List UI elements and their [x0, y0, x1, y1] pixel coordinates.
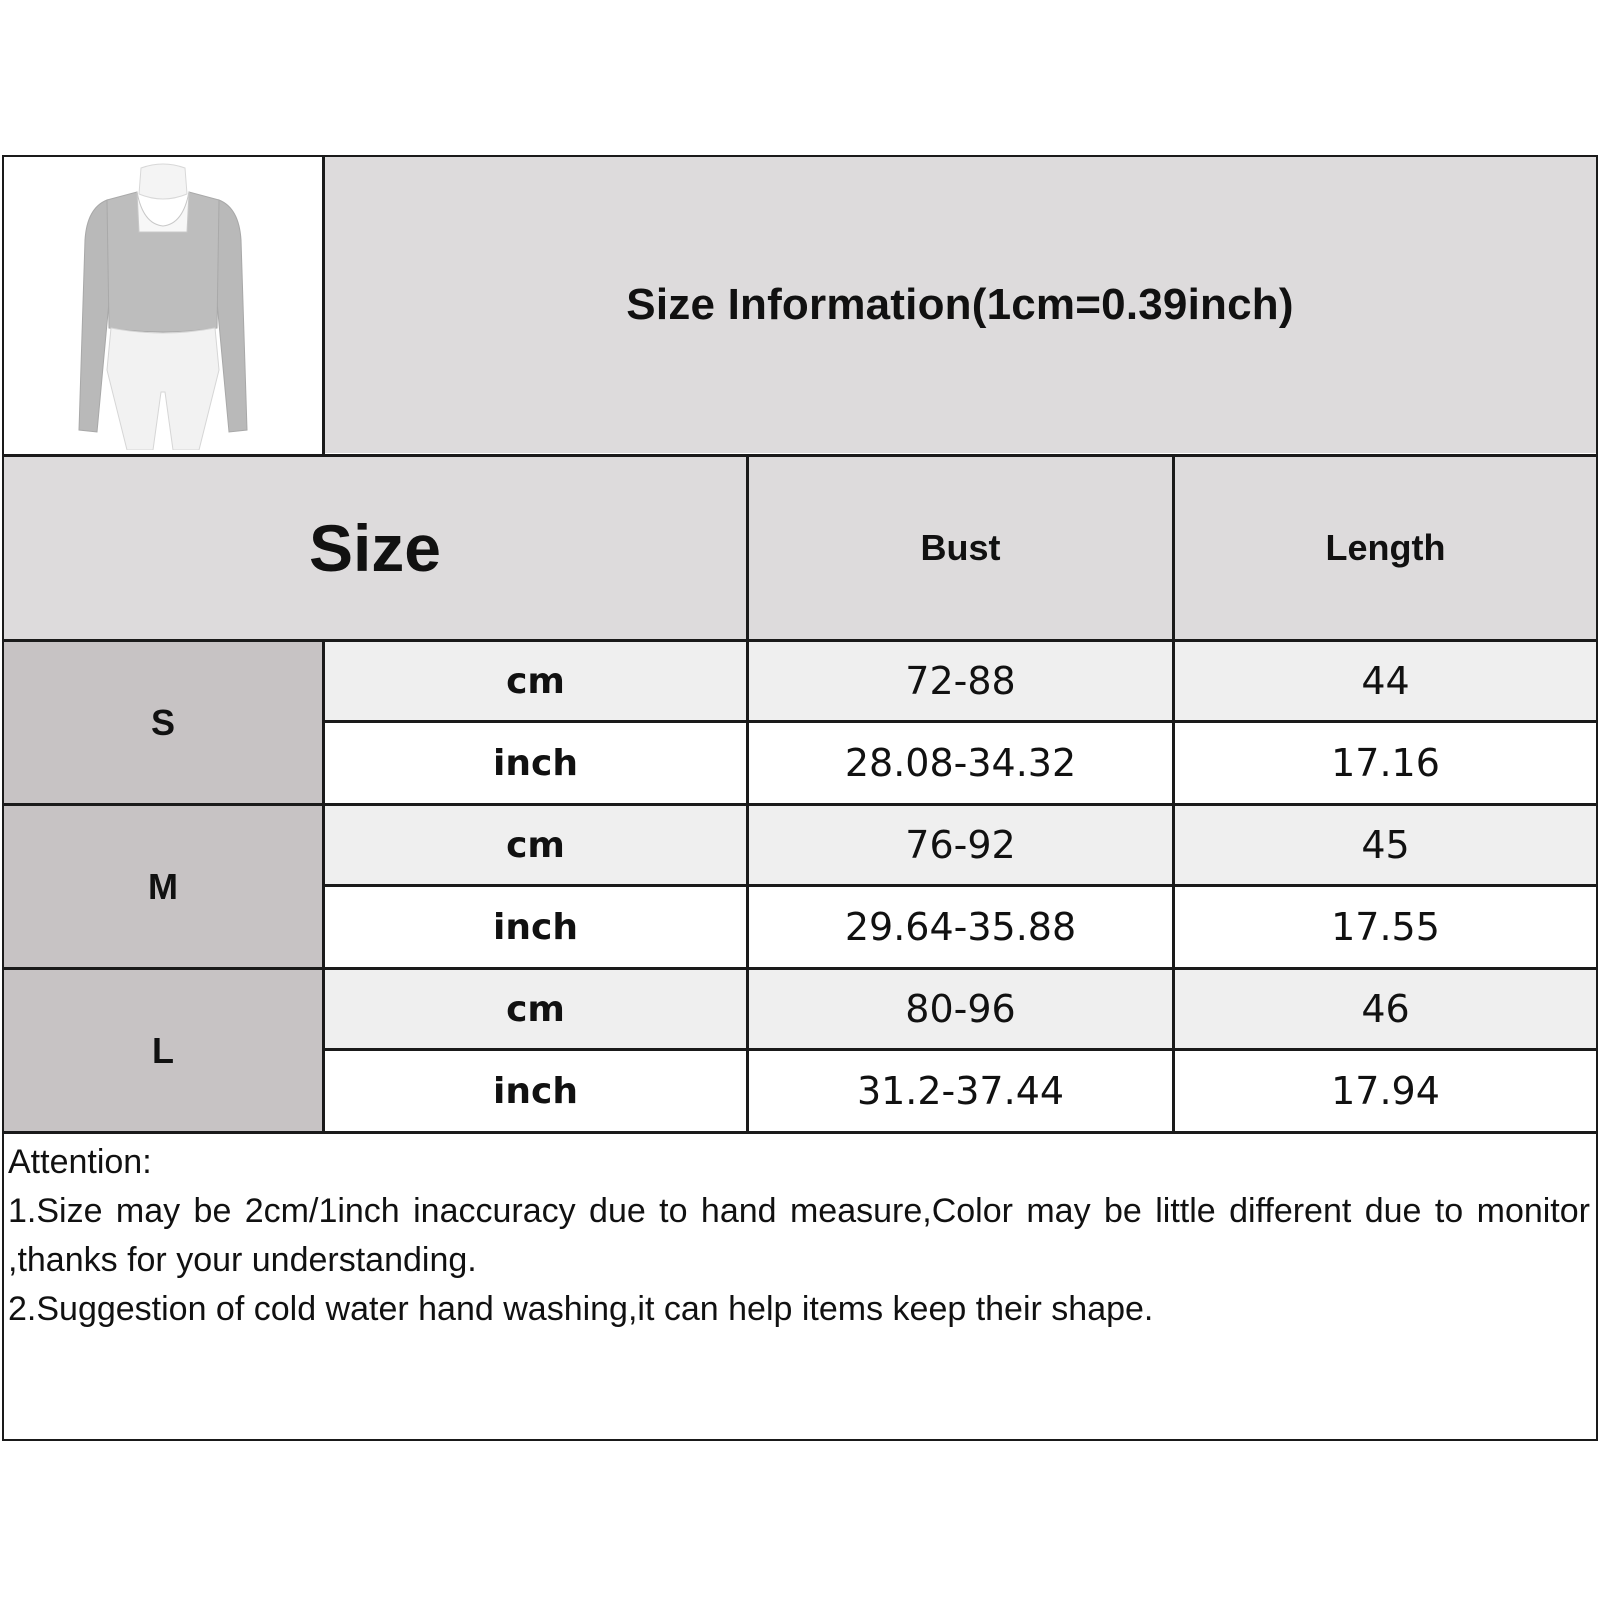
unit-cell	[325, 642, 746, 720]
unit-label: inch	[493, 906, 578, 948]
unit-label: cm	[506, 660, 565, 702]
unit-cell	[325, 970, 746, 1048]
divider	[746, 454, 749, 1133]
bust-cell	[749, 806, 1172, 884]
length-cell	[1175, 806, 1596, 884]
bust-cell	[749, 642, 1172, 720]
size-header-label: Size	[308, 511, 442, 585]
bust-value: 72-88	[905, 659, 1016, 703]
unit-cell	[325, 806, 746, 884]
unit-cell	[325, 723, 746, 803]
size-label: L	[152, 1029, 174, 1071]
bust-value: 76-92	[905, 823, 1016, 867]
divider	[2, 454, 1598, 457]
bust-value: 80-96	[905, 987, 1016, 1031]
unit-cell	[325, 887, 746, 967]
size-label: M	[148, 865, 178, 907]
size-column-header	[4, 457, 746, 639]
note-item: 2.Suggestion of cold water hand washing,it can help items keep their shape.	[8, 1290, 1154, 1328]
divider	[2, 639, 1598, 642]
length-cell	[1175, 1051, 1596, 1131]
size-label-cell	[4, 642, 322, 803]
length-value: 45	[1361, 823, 1410, 867]
length-cell	[1175, 723, 1596, 803]
divider	[322, 155, 325, 455]
length-header-label: Length	[1325, 527, 1446, 568]
unit-label: cm	[506, 824, 565, 866]
bust-header-label: Bust	[920, 527, 1001, 568]
unit-label: cm	[506, 988, 565, 1030]
size-label-cell	[4, 806, 322, 967]
length-cell	[1175, 970, 1596, 1048]
length-value: 17.55	[1331, 905, 1440, 949]
product-image-cell	[4, 157, 322, 453]
attention-notes	[8, 1138, 1590, 1334]
note-item: 1.Size may be 2cm/1inch inaccuracy due to hand measure,Color may be little different due to monitor ,thanks for your understanding.	[8, 1192, 1590, 1279]
unit-label: inch	[493, 742, 578, 784]
size-label: S	[150, 701, 175, 743]
bust-cell	[749, 970, 1172, 1048]
unit-label: inch	[493, 1070, 578, 1112]
divider	[2, 967, 1598, 970]
unit-cell	[325, 1051, 746, 1131]
size-label-cell	[4, 970, 322, 1131]
length-cell	[1175, 887, 1596, 967]
bust-cell	[749, 723, 1172, 803]
title-cell	[324, 157, 1596, 453]
divider	[1172, 454, 1175, 1133]
right-sleeve	[215, 200, 247, 432]
divider	[2, 1131, 1598, 1134]
bust-value: 31.2-37.44	[856, 1069, 1065, 1113]
divider	[322, 720, 1598, 723]
length-value: 44	[1361, 659, 1410, 703]
length-cell	[1175, 642, 1596, 720]
divider	[322, 884, 1598, 887]
length-value: 17.16	[1331, 741, 1440, 785]
bust-column-header	[749, 457, 1172, 639]
bust-cell	[749, 1051, 1172, 1131]
length-column-header	[1175, 457, 1596, 639]
bust-value: 28.08-34.32	[844, 741, 1077, 785]
page-title: Size Information(1cm=0.39inch)	[626, 280, 1294, 329]
top-body	[107, 192, 219, 332]
bust-value: 29.64-35.88	[844, 905, 1077, 949]
mannequin-lower	[107, 328, 219, 450]
divider	[2, 803, 1598, 806]
bust-cell	[749, 887, 1172, 967]
mannequin-neck	[139, 164, 187, 199]
length-value: 46	[1361, 987, 1410, 1031]
divider	[322, 1048, 1598, 1051]
product-image	[13, 160, 313, 450]
left-sleeve	[79, 200, 111, 432]
notes-heading: Attention:	[8, 1143, 152, 1181]
length-value: 17.94	[1331, 1069, 1440, 1113]
divider	[322, 639, 325, 1133]
